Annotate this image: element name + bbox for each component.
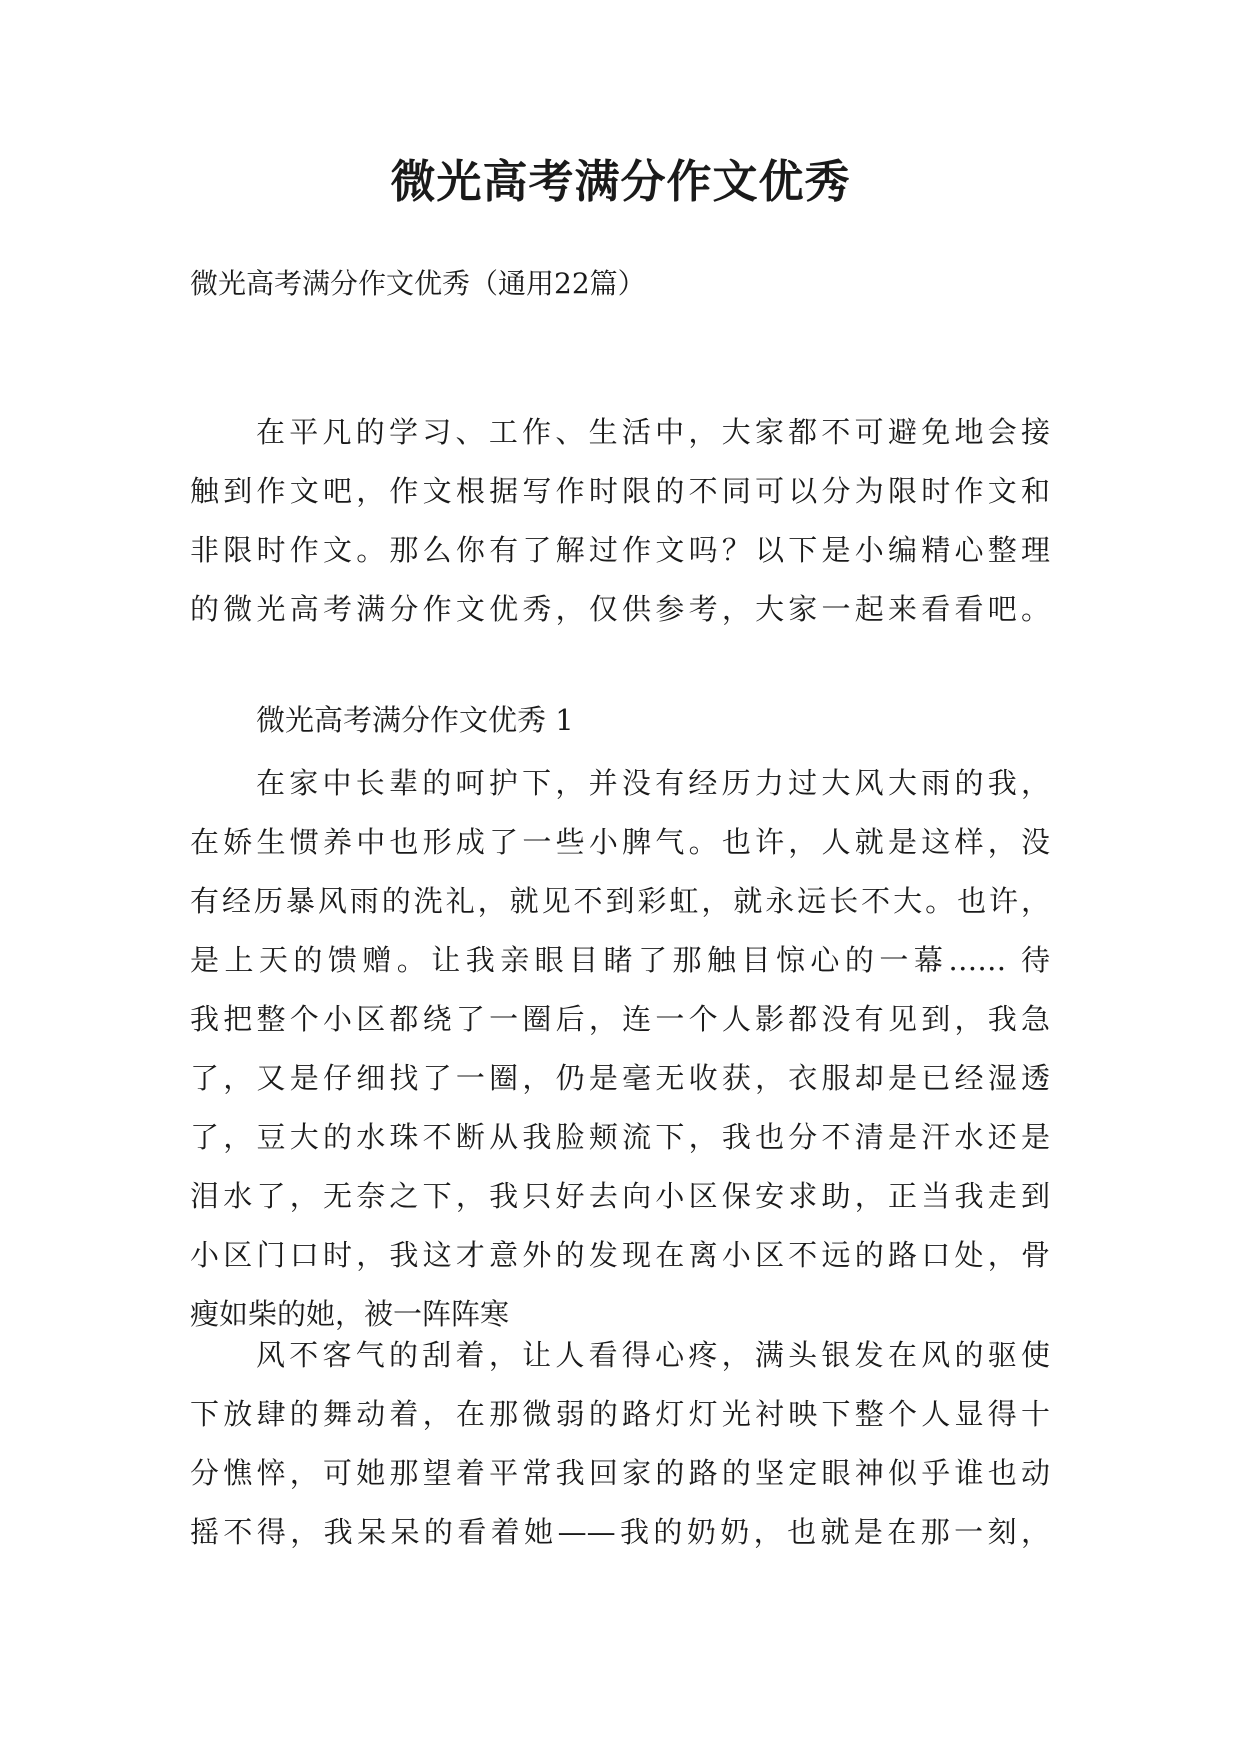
essay-line: 了，豆大的水珠不断从我脸颊流下，我也分不清是汗水还是 — [190, 1120, 1050, 1154]
essay-line: 摇不得，我呆呆的看着她——我的奶奶，也就是在那一刻， — [190, 1515, 1050, 1549]
essay-line: 有经历暴风雨的洗礼，就见不到彩虹，就永远长不大。也许， — [190, 884, 1050, 918]
essay-line: 泪水了，无奈之下，我只好去向小区保安求助，正当我走到 — [190, 1179, 1050, 1213]
essay-line: 瘦如柴的她，被一阵阵寒 — [190, 1297, 510, 1331]
intro-line: 的微光高考满分作文优秀，仅供参考，大家一起来看看吧。 — [190, 592, 1050, 626]
intro-paragraph — [190, 403, 1050, 639]
intro-line: 触到作文吧，作文根据写作时限的不同可以分为限时作文和 — [190, 474, 1050, 508]
essay-line: 在娇生惯养中也形成了一些小脾气。也许，人就是这样，没 — [190, 825, 1050, 859]
essay-line: 在家中长辈的呵护下，并没有经历力过大风大雨的我， — [256, 766, 1050, 800]
essay-line: 是上天的馈赠。让我亲眼目睹了那触目惊心的一幕…… 待 — [190, 943, 1050, 977]
section-heading: 微光高考满分作文优秀 1 — [256, 703, 574, 737]
essay-paragraph — [190, 1326, 1050, 1562]
document-subtitle: 微光高考满分作文优秀（通用22篇） — [190, 267, 646, 300]
essay-line: 小区门口时，我这才意外的发现在离小区不远的路口处，骨 — [190, 1238, 1050, 1272]
essay-paragraph — [190, 754, 1050, 1344]
intro-line: 在平凡的学习、工作、生活中，大家都不可避免地会接 — [256, 415, 1050, 449]
essay-line: 下放肆的舞动着，在那微弱的路灯灯光衬映下整个人显得十 — [190, 1397, 1050, 1431]
essay-line: 我把整个小区都绕了一圈后，连一个人影都没有见到，我急 — [190, 1002, 1050, 1036]
essay-line: 分憔悴，可她那望着平常我回家的路的坚定眼神似乎谁也动 — [190, 1456, 1050, 1490]
essay-line: 了，又是仔细找了一圈，仍是毫无收获，衣服却是已经湿透 — [190, 1061, 1050, 1095]
document-title: 微光高考满分作文优秀 — [390, 155, 851, 208]
intro-line: 非限时作文。那么你有了解过作文吗？以下是小编精心整理 — [190, 533, 1050, 567]
essay-line: 风不客气的刮着，让人看得心疼，满头银发在风的驱使 — [256, 1338, 1050, 1372]
